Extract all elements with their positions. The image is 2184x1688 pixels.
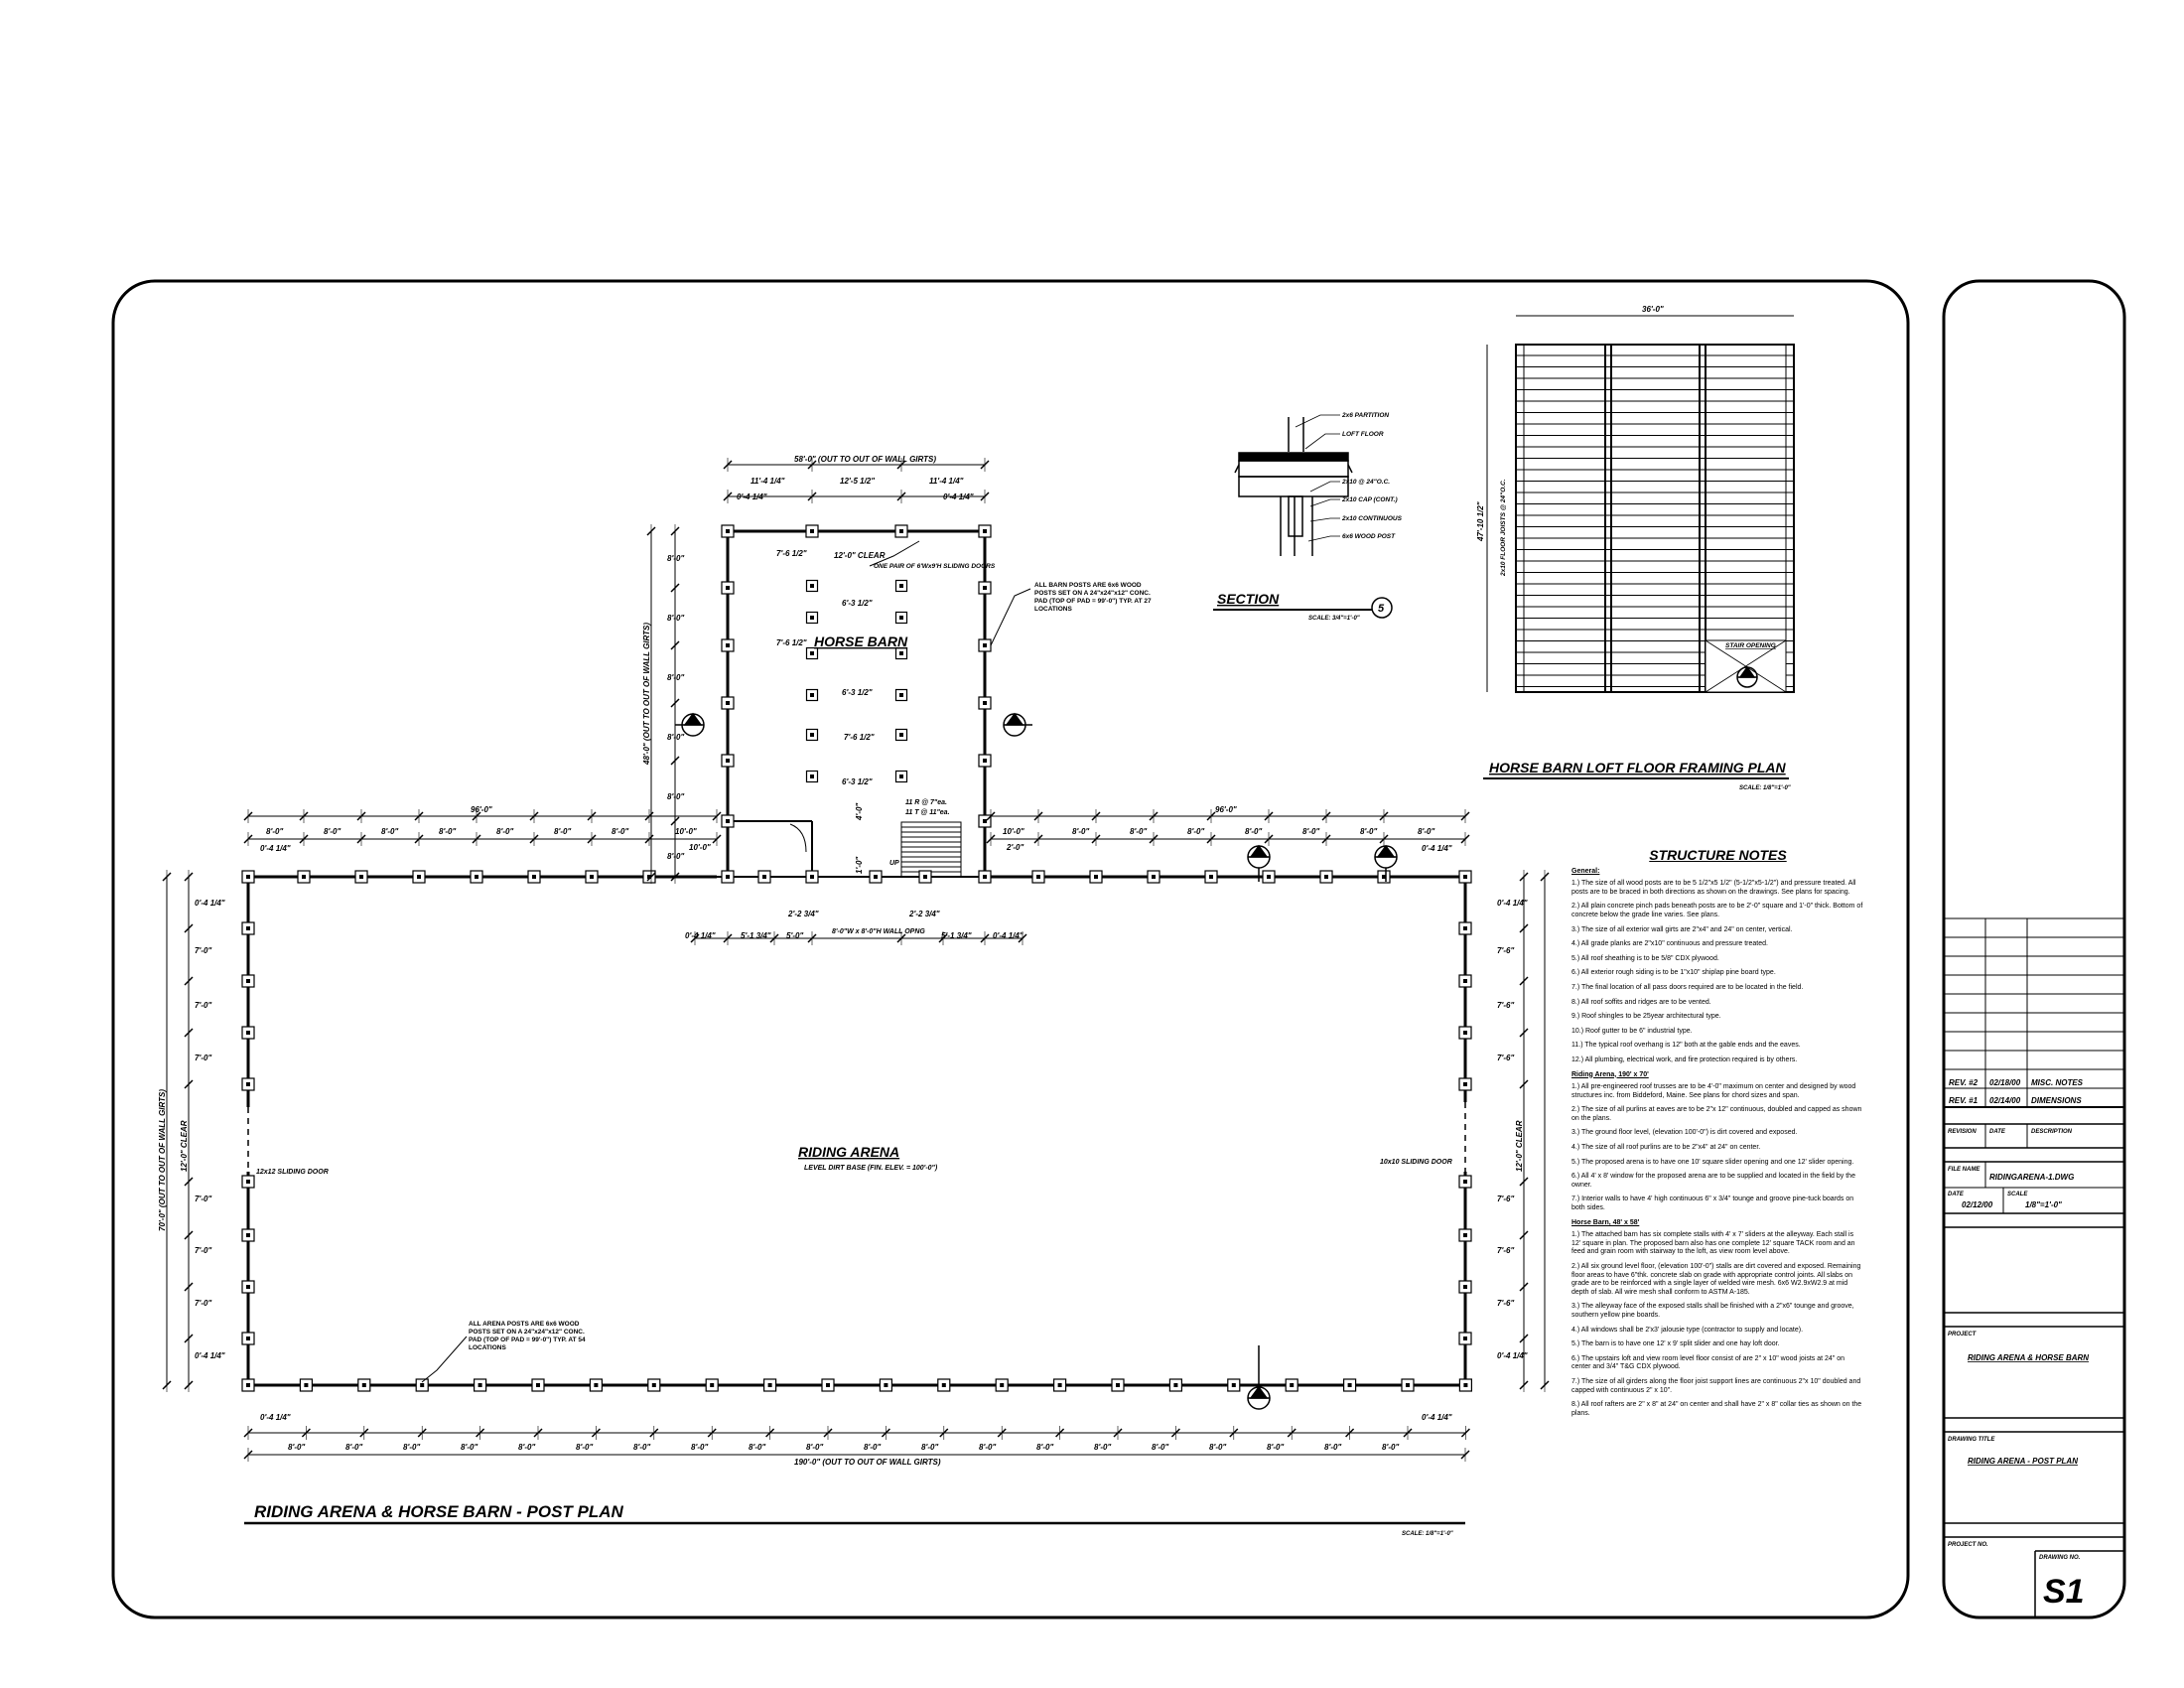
post-center (590, 875, 594, 879)
section-callout-5: 2x10 CONTINUOUS (1342, 515, 1402, 522)
barn-spacing-labels (776, 549, 877, 786)
notes-arena-head: Riding Arena, 190' x 70' (1571, 1070, 1649, 1078)
section-scale: SCALE: 3/4"=1'-0" (1308, 616, 1360, 622)
barn-v-dims (667, 554, 687, 861)
note-item: 12.) All plumbing, electrical work, and fire protection required is by others. (1571, 1055, 1798, 1063)
barn-bottom-dim-c: 5'-1 3/4" (941, 931, 972, 940)
loft-width: 36'-0" (1642, 305, 1664, 314)
note-item: 6.) All 4' x 8' window for the proposed arena are to be supplied and located in the field by the owner. (1571, 1173, 1855, 1189)
section-callout-6: 6x6 WOOD POST (1342, 533, 1396, 540)
door-swing (790, 824, 806, 852)
arena-v-l7: 7'-0" (195, 1299, 212, 1308)
arena-v-r8: 0'-4 1/4" (1497, 1351, 1528, 1360)
barn-bottom-dim-b: 5'-0" (786, 931, 804, 940)
joist-lines (1516, 355, 1794, 687)
bottom-bay-18: 8'-0" (1267, 1443, 1285, 1452)
arena-bottom-overall: 190'-0" (OUT TO OUT OF WALL GIRTS) (794, 1458, 941, 1467)
post-center (899, 693, 903, 697)
post-center (810, 693, 814, 697)
post-center (359, 875, 363, 879)
arena-sublabel: LEVEL DIRT BASE (FIN. ELEV. = 100'-0") (804, 1165, 938, 1172)
drawing-title-box (1944, 1432, 2124, 1523)
post-center (726, 875, 730, 879)
post-center (826, 1383, 830, 1387)
post-center (246, 1336, 250, 1340)
note-item: 1.) The size of all wood posts are to be 5 1/2"x5 1/2" (5-1/2"x5-1/2") and pressure treated. All posts are to be braced in both directions as shown on the drawings. See plans for spacing. (1571, 880, 1856, 896)
bottom-bay-16: 8'-0" (1152, 1443, 1169, 1452)
note-item: 3.) The ground floor level, (elevation 100'-0") is dirt covered and exposed. (1571, 1129, 1798, 1137)
post-center (899, 651, 903, 655)
wall-opening-note: 8'-0"W x 8'-0"H WALL OPNG (832, 928, 925, 935)
bottom-bay-19: 8'-0" (1324, 1443, 1342, 1452)
section-marker-icon (1375, 846, 1397, 868)
barn-dim-1-0: 1'-0" (855, 856, 864, 874)
barn-spacing-6: 6'-3 1/2" (842, 777, 873, 786)
barn-bottom-dim-a: 5'-1 3/4" (741, 931, 771, 940)
bottom-bay-15: 8'-0" (1094, 1443, 1112, 1452)
barn-sub-b: 12'-5 1/2" (840, 477, 876, 486)
post-center (810, 774, 814, 778)
barn-door-note (874, 563, 996, 570)
post-center (532, 875, 536, 879)
note-item: 2.) All plain concrete pinch pads beneath posts are to be 2'-0" square and 1'-0" thick. Bottom of concrete below the grade line varies. See plans. (1571, 903, 1863, 918)
section-title: SECTION (1217, 591, 1280, 607)
post-center (762, 875, 766, 879)
bay-dim-15: 8'-0" (1360, 827, 1378, 836)
bottom-bay-7: 8'-0" (633, 1443, 651, 1452)
post-center (1116, 1383, 1120, 1387)
arena-v-l1: 0'-4 1/4" (195, 899, 225, 908)
door-left-label: 12x12 SLIDING DOOR (256, 1169, 329, 1176)
note-item: 1.) The attached barn has six complete stalls with 4' x 7' sliders at the alleyway. Each stall is 12' square in plan. The proposed barn also has one complete 12' square TACK room and an feed and grain room with stairway to the loft, as view room level above. (1571, 1231, 1855, 1256)
note-item: 8.) All roof soffits and ridges are to be vented. (1571, 998, 1711, 1006)
arena-v-dims-right (1497, 899, 1530, 1360)
barn-width-dim: 58'-0" (OUT TO OUT OF WALL GIRTS) (794, 455, 937, 464)
section-marker-icon (682, 714, 704, 736)
post-center (1463, 1336, 1467, 1340)
arena-v-l5: 7'-0" (195, 1195, 212, 1203)
door-right-label: 10x10 SLIDING DOOR (1380, 1159, 1452, 1166)
bay-dim-8: 10'-0" (675, 827, 697, 836)
post-center (726, 586, 730, 590)
post-center (1094, 875, 1098, 879)
note-item: 8.) All roof rafters are 2" x 8" at 24" on center and shall have 2" x 8" collar ties as shown on the plans. (1571, 1401, 1862, 1417)
notes-general-head: General: (1571, 867, 1600, 875)
post-center (1463, 979, 1467, 983)
post-center (1406, 1383, 1410, 1387)
post-center (594, 1383, 598, 1387)
bottom-bay-1: 8'-0" (288, 1443, 306, 1452)
date-label: DATE (1948, 1192, 1964, 1197)
barn-spacing-1: 7'-6 1/2" (776, 549, 807, 558)
loft-scale: SCALE: 1/8"=1'-0" (1739, 785, 1791, 791)
barn-height-dim: 48'-0" (OUT TO OUT OF WALL GIRTS) (642, 622, 651, 765)
note-item: 2.) All six ground level floor, (elevation 100'-0") stalls are dirt covered and exposed. Remaining floor areas to have 6"thk. concrete slab on grade with appropriate control joints. All slabs on grade are to be reinforced with a single layer of welded wire mesh. 6x6 W2.9xW2.9 at mid depth of slab. All wire mesh shall conform to ASTM A-185. (1571, 1263, 1861, 1296)
arena-v-l2: 7'-0" (195, 946, 212, 955)
project-name: RIDING ARENA & HORSE BARN (1968, 1353, 2090, 1362)
post-center (726, 819, 730, 823)
arena-v-r7: 7'-6" (1497, 1299, 1515, 1308)
stair-riser-note: 11 R @ 7"ea. (905, 799, 947, 806)
post-center (1173, 1383, 1177, 1387)
rev1-label: REV. #1 (1949, 1096, 1979, 1105)
rev2-date: 02/18/00 (1989, 1078, 2021, 1087)
bay-dim-6: 8'-0" (554, 827, 572, 836)
bay-dim-repeat (266, 827, 1434, 836)
note-item: 4.) All grade planks are 2"x10" continuous and pressure treated. (1571, 940, 1768, 948)
barn-v-dim-1: 8'-0" (667, 554, 685, 563)
project-label: PROJECT (1948, 1332, 1977, 1337)
post-center (246, 1082, 250, 1086)
arena-label: RIDING ARENA (798, 1144, 900, 1160)
barn-door-note-text: ONE PAIR OF 6'Wx9'H SLIDING DOORS (874, 563, 996, 570)
arena-v-r4: 7'-6" (1497, 1054, 1515, 1062)
bay-dim-1: 8'-0" (266, 827, 284, 836)
bottom-bay-13: 8'-0" (979, 1443, 997, 1452)
barn-v-dim-3: 8'-0" (667, 673, 685, 682)
post-center (768, 1383, 772, 1387)
note-item: 10.) Roof gutter to be 6" industrial type. (1571, 1027, 1693, 1035)
post-center (983, 643, 987, 647)
arena-posts-note: ALL ARENA POSTS ARE 6x6 WOOD POSTS SET ON A 24"x24"x12" CONC. PAD (TOP OF PAD = 99'-0") TYP. AT 54 LOCATIONS (469, 1321, 586, 1351)
barn-dim-4-0: 4'-0" (855, 802, 864, 820)
drawing-title-label: DRAWING TITLE (1948, 1437, 1995, 1443)
post-center (710, 1383, 714, 1387)
loft-joists: 2x10 FLOOR JOISTS @ 24"O.C. (1500, 479, 1507, 576)
bay-dim-3: 8'-0" (381, 827, 399, 836)
post-center (899, 616, 903, 620)
arena-v-l4: 7'-0" (195, 1054, 212, 1062)
loft-height: 47'-10 1/2" (1476, 501, 1485, 541)
post-center (1348, 1383, 1352, 1387)
description-header: DESCRIPTION (2031, 1129, 2073, 1135)
barn-label: HORSE BARN (814, 633, 908, 649)
post-center (983, 759, 987, 763)
section-callout-1: 2x6 PARTITION (1342, 412, 1390, 419)
barn-bottom-edge-r: 0'-4 1/4" (993, 931, 1024, 940)
post-center (246, 926, 250, 930)
barn-v-dim-5: 8'-0" (667, 792, 685, 801)
post-center (1324, 875, 1328, 879)
arena-v-l8: 0'-4 1/4" (195, 1351, 225, 1360)
drawing-title: RIDING ARENA - POST PLAN (1968, 1457, 2078, 1466)
logo-box (1944, 1227, 2124, 1313)
loft-framing-plan (1476, 305, 1794, 791)
bottom-bay-dims (288, 1443, 1399, 1452)
barn-dim-2-2b: 2'-2 3/4" (909, 910, 940, 918)
section-marker-icon (1248, 846, 1270, 868)
file-name: RIDINGARENA-1.DWG (1989, 1173, 2075, 1182)
post-center (478, 1383, 482, 1387)
post-center (304, 1383, 308, 1387)
note-item: 4.) All windows shall be 2'x3' jalousie type (contractor to supply and locate). (1571, 1326, 1804, 1334)
bottom-bay-14: 8'-0" (1036, 1443, 1054, 1452)
drawing-number: S1 (2043, 1573, 2085, 1611)
barn-dim-2-0: 2'-0" (1007, 843, 1024, 852)
note-item: 7.) The size of all girders along the floor joist support lines are continuous 2"x 10" doubled and capped with continuous 2" x 10". (1571, 1377, 1861, 1394)
post-center (1036, 875, 1040, 879)
bay-dim-4: 8'-0" (439, 827, 457, 836)
bay-dim-9: 10'-0" (1003, 827, 1024, 836)
stair-up-label: UP (889, 860, 899, 867)
bay-dim-5: 8'-0" (496, 827, 514, 836)
barn-sub-a: 11'-4 1/4" (751, 477, 785, 486)
post-group (242, 525, 1471, 1391)
post-center (246, 1233, 250, 1237)
bottom-bay-2: 8'-0" (345, 1443, 363, 1452)
post-center (1463, 1082, 1467, 1086)
rev1-desc: DIMENSIONS (2031, 1096, 2082, 1105)
post-center (1463, 1383, 1467, 1387)
note-item: 7.) Interior walls to have 4' high continuous 6" x 3/4" tounge and groove pine-tuck boards on both sides. (1571, 1196, 1854, 1212)
bottom-bay-3: 8'-0" (403, 1443, 421, 1452)
post-center (1463, 1285, 1467, 1289)
loft-title: HORSE BARN LOFT FLOOR FRAMING PLAN (1489, 760, 1786, 775)
barn-bottom-edge-l: 0'-4 1/4" (685, 931, 716, 940)
plan-title: RIDING ARENA & HORSE BARN - POST PLAN (254, 1502, 623, 1521)
scale-value: 1/8"=1'-0" (2025, 1200, 2062, 1209)
post-center (810, 584, 814, 588)
arena-clear-left: 12'-0" CLEAR (180, 1120, 189, 1172)
post-center (246, 1285, 250, 1289)
bottom-bay-5: 8'-0" (518, 1443, 536, 1452)
revision-header: REVISION (1948, 1129, 1977, 1135)
section-detail (1213, 412, 1404, 622)
note-item: 5.) All roof sheathing is to be 5/8" CDX plywood. (1571, 954, 1719, 962)
post-center (874, 875, 878, 879)
post-center (899, 733, 903, 737)
note-item: 5.) The barn is to have one 12' x 9' split slider and one hay loft door. (1571, 1340, 1780, 1348)
post-center (923, 875, 927, 879)
post-center (1463, 1031, 1467, 1035)
post-center (1463, 1180, 1467, 1184)
barn-edge-right: 0'-4 1/4" (943, 492, 974, 501)
edge-dim-br: 0'-4 1/4" (1422, 1413, 1452, 1422)
post-center (420, 1383, 424, 1387)
post-center (1152, 875, 1156, 879)
post-center (246, 1031, 250, 1035)
bay-dim-12: 8'-0" (1187, 827, 1205, 836)
revision-header-box (1944, 1124, 2124, 1148)
titleblock-border (1944, 281, 2124, 1618)
barn-spacing-5: 7'-6 1/2" (844, 733, 875, 742)
section-number: 5 (1378, 603, 1385, 615)
post-center (726, 759, 730, 763)
barn-sub-c: 11'-4 1/4" (929, 477, 964, 486)
edge-dim-tr: 0'-4 1/4" (1422, 844, 1452, 853)
post-center (1209, 875, 1213, 879)
bottom-bay-8: 8'-0" (691, 1443, 709, 1452)
section-marker-icon (1248, 1387, 1270, 1409)
post-center (983, 875, 987, 879)
bottom-bay-4: 8'-0" (461, 1443, 478, 1452)
bottom-bay-17: 8'-0" (1209, 1443, 1227, 1452)
stair-opening-label: STAIR OPENING (1725, 642, 1776, 649)
bottom-bay-6: 8'-0" (576, 1443, 594, 1452)
post-center (1232, 1383, 1236, 1387)
post-center (362, 1383, 366, 1387)
note-item: 11.) The typical roof overhang is 12" both at the gable ends and the eaves. (1571, 1042, 1801, 1050)
post-center (899, 584, 903, 588)
section-callout-3: 2x10 @ 24"O.C. (1342, 479, 1391, 486)
note-item: 5.) The proposed arena is to have one 10' square slider opening and one 12' slider opening. (1571, 1158, 1854, 1166)
arena-clear-right: 12'-0" CLEAR (1515, 1120, 1524, 1172)
barn-stair (901, 822, 961, 877)
post-center (810, 875, 814, 879)
post-center (302, 875, 306, 879)
section-callout-2: LOFT FLOOR (1342, 431, 1384, 438)
post-center (475, 875, 478, 879)
arena-height-dim: 70'-0" (OUT TO OUT OF WALL GIRTS) (158, 1088, 167, 1231)
notes-barn-head: Horse Barn, 48' x 58' (1571, 1218, 1640, 1226)
post-center (1463, 926, 1467, 930)
bottom-bay-20: 8'-0" (1382, 1443, 1400, 1452)
post-center (1463, 1233, 1467, 1237)
plan-scale: SCALE: 1/8"=1'-0" (1402, 1531, 1453, 1537)
bay-dim-7: 8'-0" (612, 827, 629, 836)
arena-left-overall: 96'-0" (471, 805, 492, 814)
post-center (884, 1383, 887, 1387)
bottom-bay-10: 8'-0" (806, 1443, 824, 1452)
bay-dim-10: 8'-0" (1072, 827, 1090, 836)
arena-v-l3: 7'-0" (195, 1001, 212, 1010)
post-center (810, 529, 814, 533)
bay-dim-14: 8'-0" (1302, 827, 1320, 836)
note-item: 6.) All exterior rough siding is to be 1"x10" shiplap pine board type. (1571, 969, 1776, 977)
post-center (1267, 875, 1271, 879)
post-center (810, 616, 814, 620)
barn-v-dim-6: 8'-0" (667, 852, 685, 861)
note-item: 2.) The size of all purlins at eaves are to be 2"x 12" continuous, doubled and capped as shown on the plans. (1571, 1106, 1862, 1122)
arena-walls (248, 877, 1465, 1385)
dimension-lines (167, 465, 1545, 1455)
note-item: 4.) The size of all roof purlins are to be 2"x4" at 24" on center. (1571, 1144, 1761, 1152)
stair-tread-note: 11 T @ 11"ea. (905, 809, 950, 816)
barn-edge-left: 0'-4 1/4" (737, 492, 767, 501)
post-center (1058, 1383, 1062, 1387)
drawing-no-label: DRAWING NO. (2039, 1555, 2081, 1561)
post-center (417, 875, 421, 879)
barn-spacing-2: 6'-3 1/2" (842, 599, 873, 608)
barn-clear-label: 12'-0" CLEAR (834, 551, 886, 560)
bottom-bay-11: 8'-0" (864, 1443, 882, 1452)
rev2-desc: MISC. NOTES (2031, 1078, 2084, 1087)
bay-dim-16: 8'-0" (1418, 827, 1435, 836)
arena-v-dims-left (195, 899, 227, 1360)
bottom-bay-9: 8'-0" (749, 1443, 766, 1452)
note-item: 3.) The alleyway face of the exposed stalls shall be finished with a 2"x6" tounge and groove, southern yellow pine boards. (1571, 1303, 1854, 1319)
post-center (246, 979, 250, 983)
date-value: 02/12/00 (1962, 1200, 1993, 1209)
note-item: 9.) Roof shingles to be 25year architectural type. (1571, 1013, 1721, 1021)
bottom-bay-12: 8'-0" (921, 1443, 939, 1452)
file-name-label: FILE NAME (1948, 1167, 1980, 1173)
project-no-label: PROJECT NO. (1948, 1542, 1988, 1548)
section-callout-4: 2x10 CAP (CONT.) (1342, 496, 1398, 503)
post-center (536, 1383, 540, 1387)
post-center (983, 529, 987, 533)
post-center (810, 733, 814, 737)
post-center (810, 651, 814, 655)
barn-dim-10-0: 10'-0" (689, 843, 711, 852)
titleblock (1944, 918, 2124, 1618)
arena-v-r5: 7'-6" (1497, 1195, 1515, 1203)
bay-dim-11: 8'-0" (1130, 827, 1148, 836)
barn-v-dim-2: 8'-0" (667, 614, 685, 623)
note-item: 7.) The final location of all pass doors required are to be located in the field. (1571, 983, 1804, 991)
scale-label: SCALE (2007, 1192, 2028, 1197)
post-center (1000, 1383, 1004, 1387)
barn-v-dim-4: 8'-0" (667, 733, 685, 742)
note-item: 6.) The upstairs loft and view room level floor consist of are 2" x 10" wood joists at 24" on center and 3/4" T&G CDX plywood. (1571, 1354, 1845, 1371)
rev2-label: REV. #2 (1949, 1078, 1979, 1087)
arena-v-r1: 0'-4 1/4" (1497, 899, 1528, 908)
post-center (983, 819, 987, 823)
date-header: DATE (1989, 1129, 2005, 1135)
arena-right-overall: 96'-0" (1215, 805, 1237, 814)
section-callouts (1341, 412, 1404, 540)
post-center (1290, 1383, 1294, 1387)
post-center (983, 586, 987, 590)
barn-dim-2-2a: 2'-2 3/4" (788, 910, 819, 918)
bay-dim-2: 8'-0" (324, 827, 341, 836)
structure-notes (1571, 847, 1864, 1424)
arena-v-l6: 7'-0" (195, 1246, 212, 1255)
post-center (246, 875, 250, 879)
post-center (1463, 875, 1467, 879)
rev1-date: 02/14/00 (1989, 1096, 2021, 1105)
post-center (246, 1180, 250, 1184)
note-item: 3.) The size of all exterior wall girts are 2"x4" and 24" on center, vertical. (1571, 925, 1793, 933)
notes-title: STRUCTURE NOTES (1649, 847, 1787, 863)
section-marker-icon (1004, 714, 1025, 736)
edge-dim-tl: 0'-4 1/4" (260, 844, 291, 853)
arena-v-r2: 7'-6" (1497, 946, 1515, 955)
arena-v-r3: 7'-6" (1497, 1001, 1515, 1010)
post-center (983, 701, 987, 705)
edge-dim-bl: 0'-4 1/4" (260, 1413, 291, 1422)
post-center (726, 643, 730, 647)
project-box (1944, 1327, 2124, 1418)
post-center (899, 529, 903, 533)
dimension-ticks (163, 458, 1549, 1462)
post-center (726, 701, 730, 705)
barn-spacing-4: 6'-3 1/2" (842, 688, 873, 697)
barn-walls (728, 531, 985, 877)
barn-spacing-3: 7'-6 1/2" (776, 638, 807, 647)
note-item: 1.) All pre-engineered roof trusses are to be 4'-0" maximum on center and designed by wood structures inc. from Biddeford, Maine. See plans for chord sizes and span. (1571, 1083, 1856, 1099)
barn-posts-note: ALL BARN POSTS ARE 6x6 WOOD POSTS SET ON A 24"x24"x12" CONC. PAD (TOP OF PAD = 99'-0") TYP. AT 27 LOCATIONS (1034, 582, 1152, 613)
arena-v-r6: 7'-6" (1497, 1246, 1515, 1255)
post-center (942, 1383, 946, 1387)
bay-dim-13: 8'-0" (1245, 827, 1263, 836)
post-center (726, 529, 730, 533)
post-center (652, 1383, 656, 1387)
post-center (246, 1383, 250, 1387)
post-center (899, 774, 903, 778)
